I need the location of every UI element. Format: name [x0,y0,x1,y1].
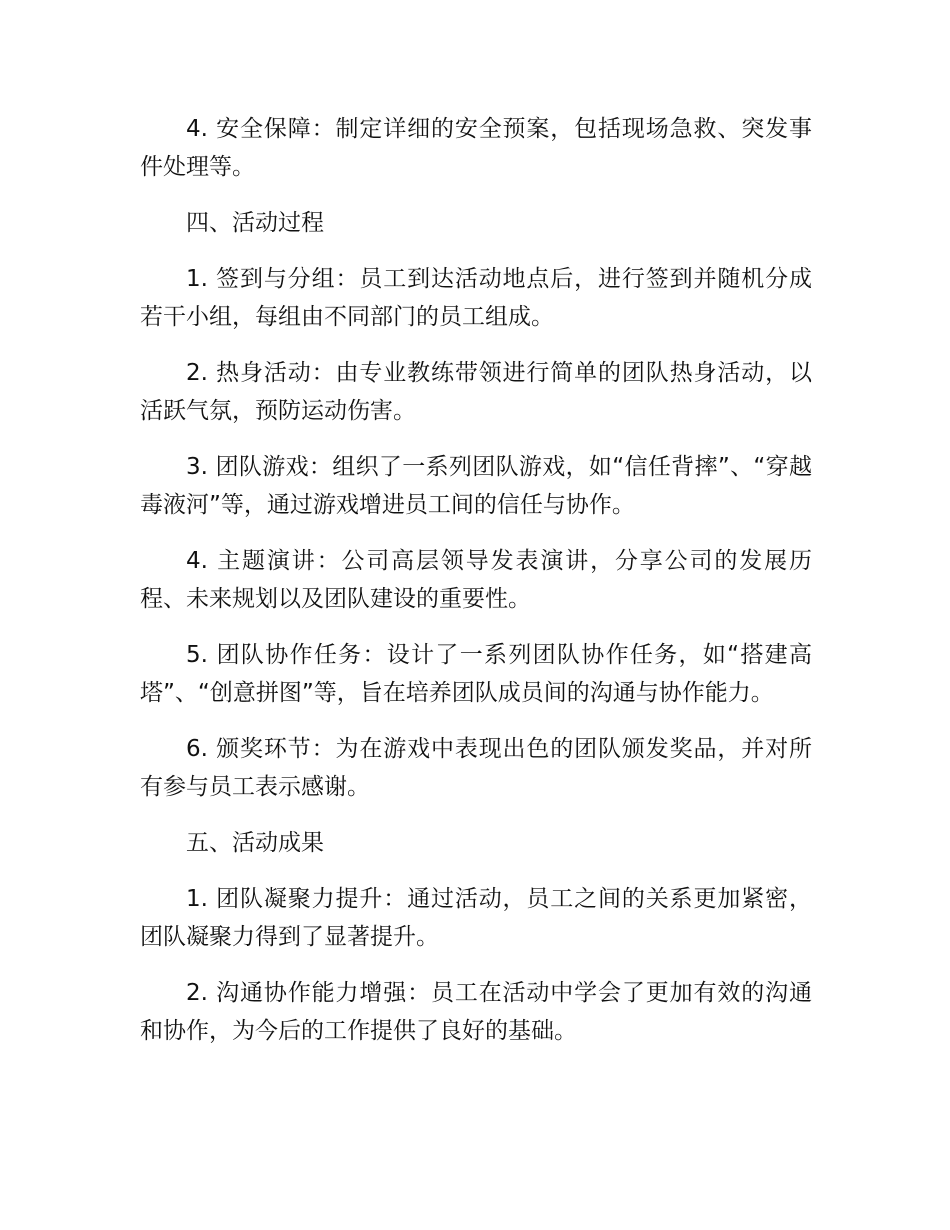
paragraph-communication: 2. 沟通协作能力增强：员工在活动中学会了更加有效的沟通和协作，为今后的工作提供了良好的基础。 [140,980,812,1044]
paragraph-safety-guarantee: 4. 安全保障：制定详细的安全预案，包括现场急救、突发事件处理等。 [140,116,812,180]
section-heading-activity-results: 五、活动成果 [186,830,324,856]
paragraph-team-tasks: 5. 团队协作任务：设计了一系列团队协作任务，如“搭建高塔”、“创意拼图”等，旨在培养团队成员间的沟通与协作能力。 [140,642,812,706]
document-body [140,110,812,1068]
paragraph-sign-in-grouping: 1. 签到与分组：员工到达活动地点后，进行签到并随机分成若干小组，每组由不同部门的员工组成。 [140,266,812,330]
paragraph-team-games: 3. 团队游戏：组织了一系列团队游戏，如“信任背摔”、“穿越毒液河”等，通过游戏增进员工间的信任与协作。 [140,454,812,518]
paragraph-keynote-speech: 4. 主题演讲：公司高层领导发表演讲，分享公司的发展历程、未来规划以及团队建设的重要性。 [140,548,812,612]
paragraph-cohesion: 1. 团队凝聚力提升：通过活动，员工之间的关系更加紧密，团队凝聚力得到了显著提升。 [140,886,812,950]
paragraph-warm-up: 2. 热身活动：由专业教练带领进行简单的团队热身活动，以活跃气氛，预防运动伤害。 [140,360,812,424]
paragraph-awards: 6. 颁奖环节：为在游戏中表现出色的团队颁发奖品，并对所有参与员工表示感谢。 [140,736,812,800]
section-heading-activity-process: 四、活动过程 [186,210,324,236]
